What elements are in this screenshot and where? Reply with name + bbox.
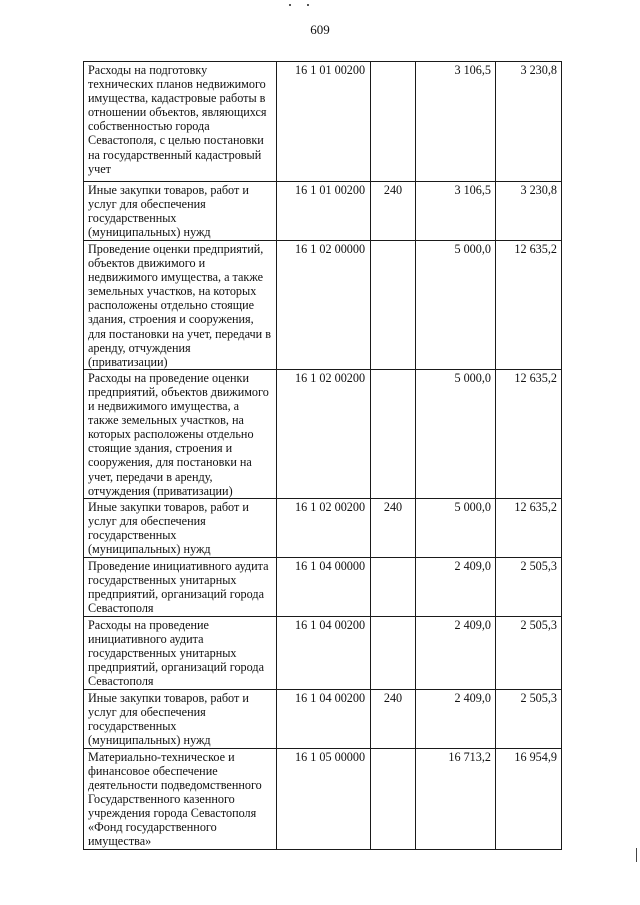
amount-year1-cell: 3 106,5 — [416, 182, 496, 241]
amount-year2-cell: 3 230,8 — [496, 62, 562, 182]
amount-year2-cell: 3 230,8 — [496, 182, 562, 241]
expense-name-cell: Расходы на подготовку технических планов недвижимого имущества, кадастровые работы в отношении объектов, являющихся собственностью города Севастополя, с целью постановки на государственный кадастровый учет — [84, 62, 277, 182]
expense-name-cell: Иные закупки товаров, работ и услуг для обеспечения государственных (муниципальных) нужд — [84, 182, 277, 241]
expense-name-cell: Иные закупки товаров, работ и услуг для обеспечения государственных (муниципальных) нужд — [84, 689, 277, 748]
target-code-cell: 16 1 02 00200 — [277, 369, 371, 498]
amount-year2-cell: 2 505,3 — [496, 616, 562, 689]
expense-name-cell: Материально-техническое и финансовое обеспечение деятельности подведомственного Государственного казенного учреждения города Севастополя «Фонд государственного имущества» — [84, 748, 277, 849]
scan-speck — [289, 4, 291, 6]
expense-name-cell: Расходы на проведение инициативного аудита государственных унитарных предприятий, организаций города Севастополя — [84, 616, 277, 689]
amount-year2-cell: 2 505,3 — [496, 557, 562, 616]
budget-table — [83, 61, 562, 850]
table-row — [84, 616, 562, 689]
page-number: 609 — [310, 22, 330, 37]
amount-year1-cell: 2 409,0 — [416, 616, 496, 689]
table-row — [84, 62, 562, 182]
amount-year2-cell: 2 505,3 — [496, 689, 562, 748]
amount-year1-cell: 5 000,0 — [416, 498, 496, 557]
expense-type-cell: 240 — [371, 182, 416, 241]
expense-type-cell — [371, 557, 416, 616]
table-row — [84, 241, 562, 370]
expense-name-cell: Иные закупки товаров, работ и услуг для обеспечения государственных (муниципальных) нужд — [84, 498, 277, 557]
expense-type-cell — [371, 62, 416, 182]
amount-year1-cell: 2 409,0 — [416, 689, 496, 748]
amount-year2-cell: 12 635,2 — [496, 498, 562, 557]
table-row — [84, 182, 562, 241]
expense-type-cell — [371, 241, 416, 370]
scan-edge-mark — [636, 848, 637, 862]
expense-type-cell: 240 — [371, 689, 416, 748]
table-row — [84, 498, 562, 557]
amount-year1-cell: 3 106,5 — [416, 62, 496, 182]
table-row — [84, 557, 562, 616]
amount-year1-cell: 5 000,0 — [416, 369, 496, 498]
expense-type-cell — [371, 748, 416, 849]
target-code-cell: 16 1 01 00200 — [277, 62, 371, 182]
expense-name-cell: Проведение оценки предприятий, объектов движимого и недвижимого имущества, а также земельных участков, на которых расположены отдельно стоящие здания, строения и сооружения, для постановки на учет, передачи в аренду, отчуждения (приватизации) — [84, 241, 277, 370]
target-code-cell: 16 1 02 00200 — [277, 498, 371, 557]
amount-year2-cell: 12 635,2 — [496, 241, 562, 370]
amount-year2-cell: 16 954,9 — [496, 748, 562, 849]
table-row — [84, 748, 562, 849]
amount-year1-cell: 5 000,0 — [416, 241, 496, 370]
expense-type-cell — [371, 369, 416, 498]
expense-type-cell: 240 — [371, 498, 416, 557]
amount-year1-cell: 2 409,0 — [416, 557, 496, 616]
target-code-cell: 16 1 01 00200 — [277, 182, 371, 241]
target-code-cell: 16 1 04 00200 — [277, 689, 371, 748]
scan-speck — [307, 4, 309, 6]
table-row — [84, 689, 562, 748]
expense-type-cell — [371, 616, 416, 689]
table-row — [84, 369, 562, 498]
expense-name-cell: Расходы на проведение оценки предприятий, объектов движимого и недвижимого имущества, а также земельных участков, на которых расположены отдельно стоящие здания, строения и сооружения, для постановки на учет, передачи в аренду, отчуждения (приватизации) — [84, 369, 277, 498]
target-code-cell: 16 1 04 00200 — [277, 616, 371, 689]
target-code-cell: 16 1 04 00000 — [277, 557, 371, 616]
amount-year2-cell: 12 635,2 — [496, 369, 562, 498]
expense-name-cell: Проведение инициативного аудита государственных унитарных предприятий, организаций города Севастополя — [84, 557, 277, 616]
target-code-cell: 16 1 02 00000 — [277, 241, 371, 370]
target-code-cell: 16 1 05 00000 — [277, 748, 371, 849]
amount-year1-cell: 16 713,2 — [416, 748, 496, 849]
